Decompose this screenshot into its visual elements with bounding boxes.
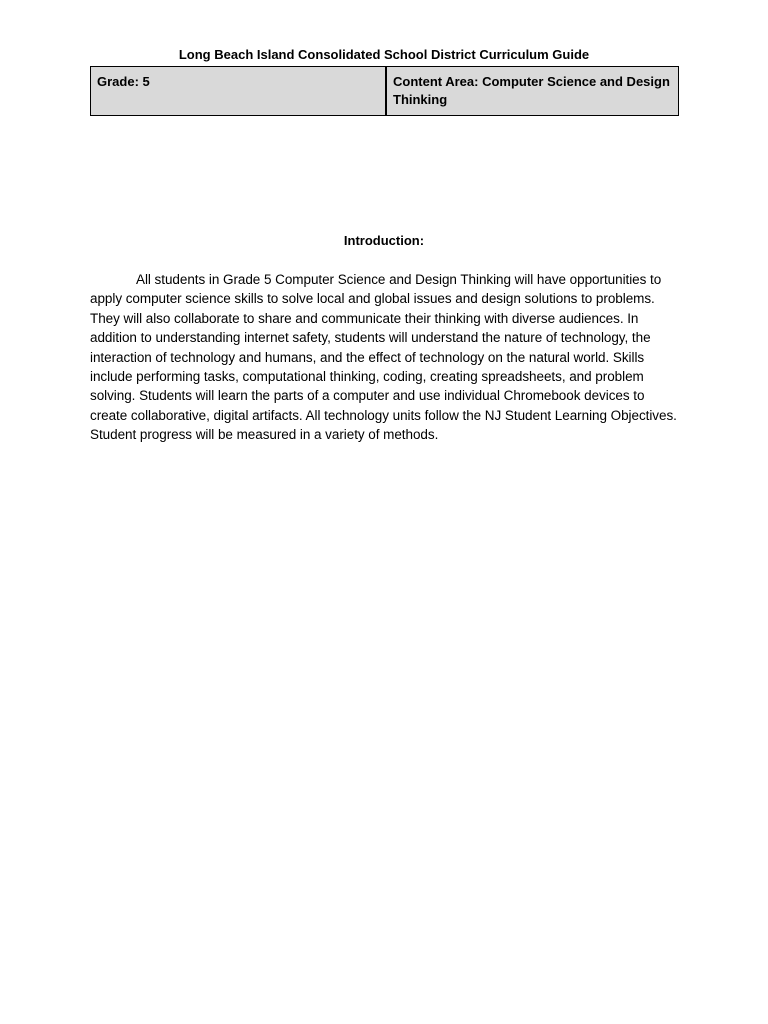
document-title: Long Beach Island Consolidated School District Curriculum Guide: [178, 47, 590, 62]
introduction-heading: Introduction:: [343, 233, 425, 248]
content-area-cell: Content Area: Computer Science and Design Thinking: [386, 67, 679, 116]
introduction-paragraph: All students in Grade 5 Computer Science and Design Thinking will have opportunities to apply computer science skills to solve local and global issues and design solutions to problems. They will also collaborate to share and communicate their thinking with diverse audiences. In addition to understanding internet safety, students will understand the nature of technology, the interaction of technology and humans, and the effect of technology on the natural world. Skills include performing tasks, computational thinking, coding, creating spreadsheets, and problem solving. Students will learn the parts of a computer and use individual Chromebook devices to create collaborative, digital artifacts. All technology units follow the NJ Student Learning Objectives. Student progress will be measured in a variety of methods.: [90, 272, 677, 443]
grade-cell: Grade: 5: [91, 67, 387, 116]
header-table-row: [91, 67, 679, 116]
header-table: [90, 66, 679, 116]
